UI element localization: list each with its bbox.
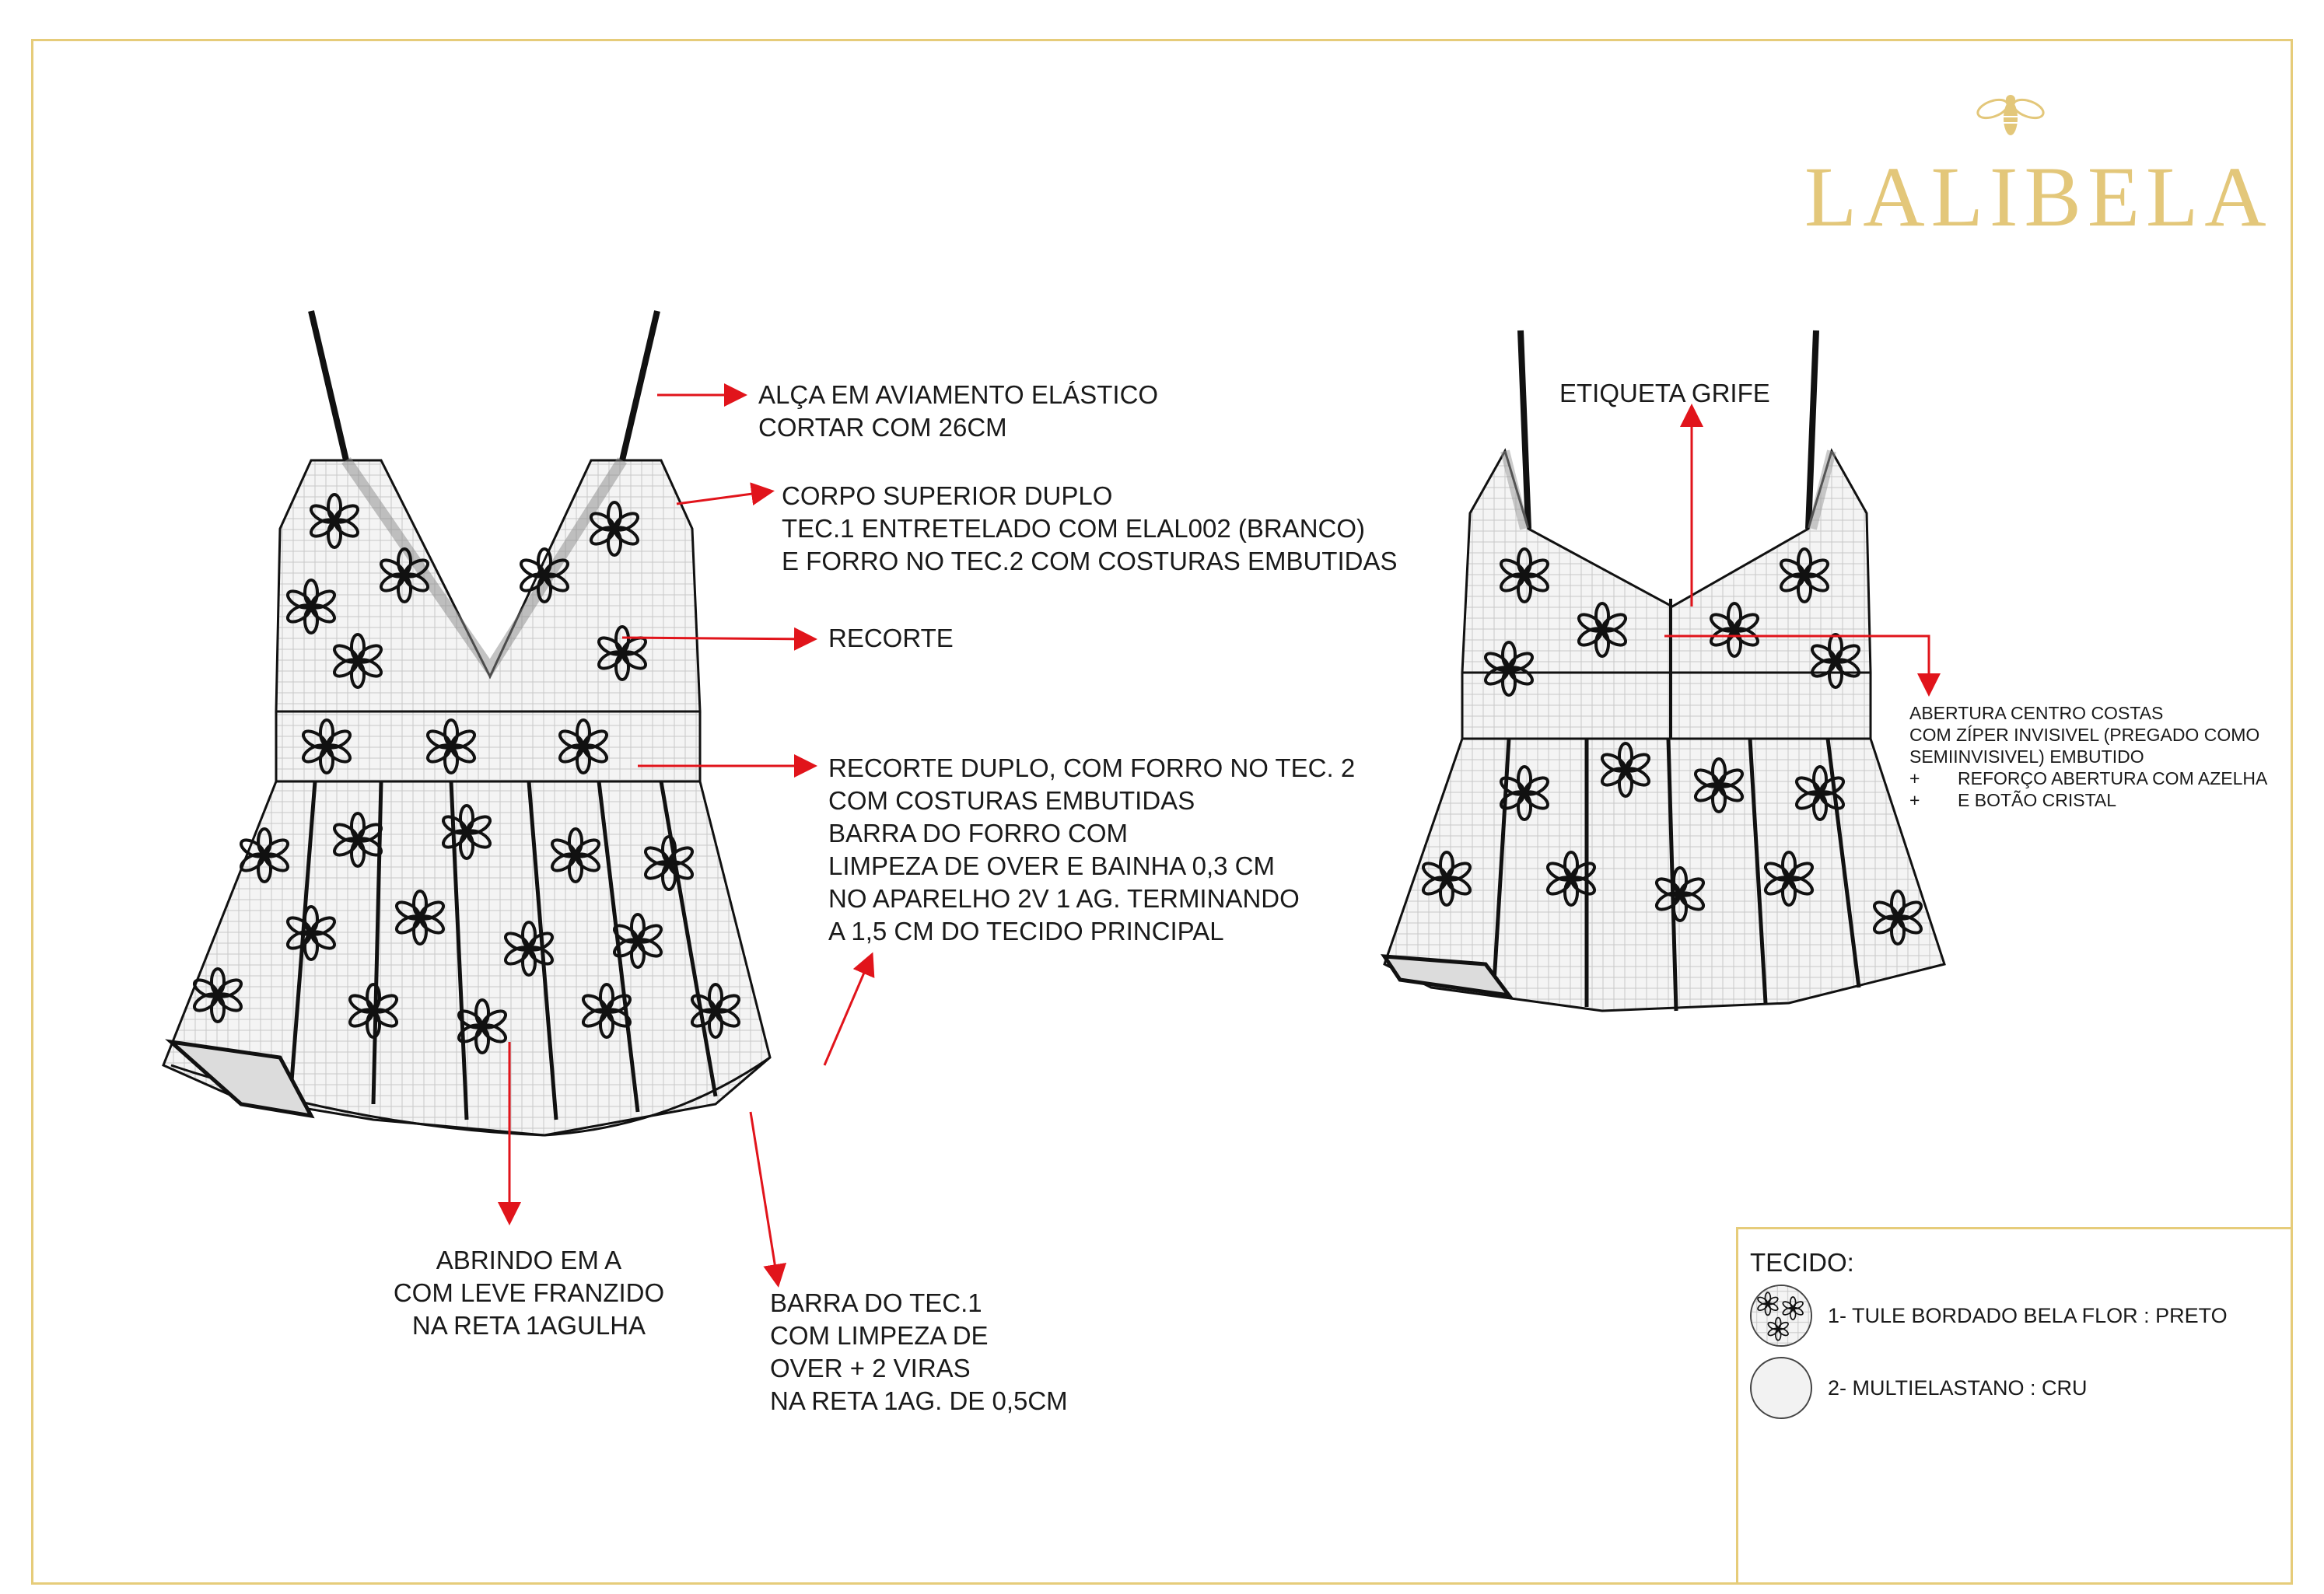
fabric-label: 1- TULE BORDADO BELA FLOR : PRETO bbox=[1828, 1303, 2228, 1327]
note-opening: ABERTURA CENTRO COSTAS COM ZÍPER INVISIVEL (PREGADO COMO SEMIINVISIVEL) EMBUTIDO + REFORÇO ABERTURA COM AZELHA + E BOTÃO CRISTAL bbox=[1909, 703, 2268, 810]
fabric-item bbox=[1750, 1357, 2088, 1419]
fabric-title: TECIDO: bbox=[1750, 1248, 1854, 1277]
note-hem: BARRA DO TEC.1 COM LIMPEZA DE OVER + 2 VIRAS NA RETA 1AG. DE 0,5CM bbox=[770, 1288, 1068, 1415]
fabric-label: 2- MULTIELASTANO : CRU bbox=[1828, 1376, 2088, 1400]
note-skirt: ABRINDO EM A COM LEVE FRANZIDO NA RETA 1AGULHA bbox=[393, 1246, 665, 1340]
note-seam: RECORTE bbox=[828, 624, 954, 652]
note-strap: ALÇA EM AVIAMENTO ELÁSTICO CORTAR COM 26CM bbox=[758, 380, 1159, 442]
brand-logo: LALIBELA bbox=[1804, 149, 2273, 244]
note-waist: RECORTE DUPLO, COM FORRO NO TEC. 2 COM COSTURAS EMBUTIDAS BARRA DO FORRO COM LIMPEZA DE OVER E BAINHA 0,3 CM NO APARELHO 2V 1 AG. TERMINANDO A 1,5 CM DO TECIDO PRINCIPAL bbox=[828, 753, 1356, 946]
floral-tulle-swatch-icon bbox=[1750, 1285, 1812, 1347]
note-upper-body: CORPO SUPERIOR DUPLO TEC.1 ENTRETELADO COM ELAL002 (BRANCO) E FORRO NO TEC.2 COM COSTURAS EMBUTIDAS bbox=[782, 481, 1398, 575]
plain-swatch-icon bbox=[1750, 1357, 1812, 1419]
note-label: ETIQUETA GRIFE bbox=[1559, 379, 1770, 407]
fabric-item bbox=[1750, 1285, 2228, 1347]
